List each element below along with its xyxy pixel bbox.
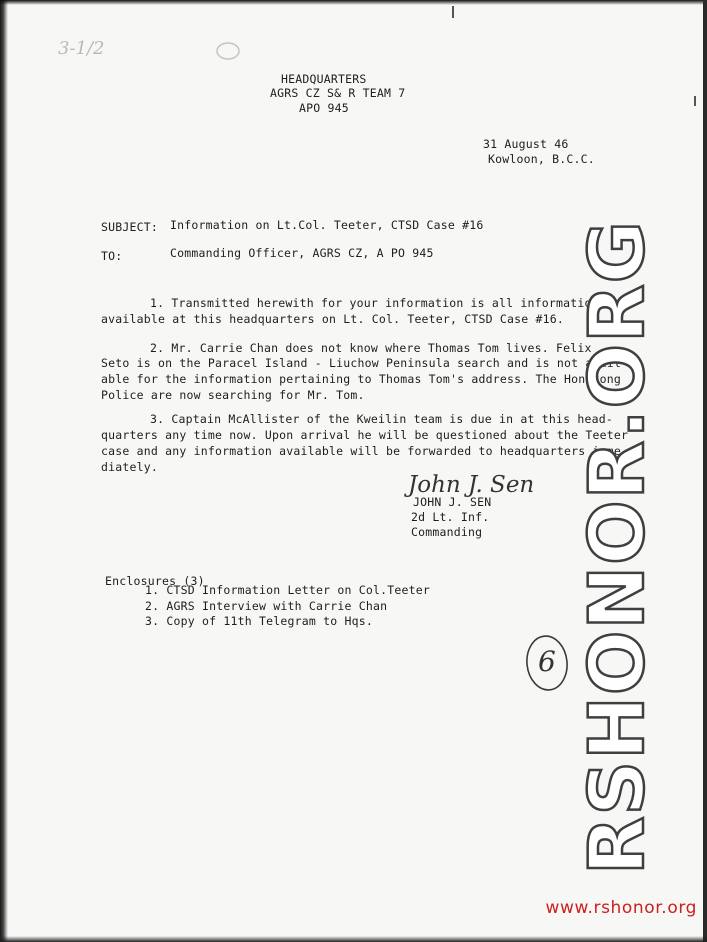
header-line-1: HEADQUARTERS [281, 72, 367, 86]
signature-name: JOHN J. SEN [413, 495, 492, 509]
paragraph-1-line-1: 1. Transmitted herewith for your information is all information [150, 296, 599, 310]
paragraph-3-line-2: quarters any time now. Upon arrival he will be questioned about the Teeter [101, 428, 629, 442]
watermark-url: www.rshonor.org [545, 898, 697, 918]
to-text: Commanding Officer, AGRS CZ, A PO 945 [170, 246, 434, 260]
signature-title: Commanding [411, 525, 483, 539]
to-label: TO: [101, 249, 123, 263]
date-line-2: Kowloon, B.C.C. [488, 152, 595, 166]
enclosures-heading: Enclosures (3) [105, 574, 205, 588]
subject-label: SUBJECT: [101, 220, 158, 234]
enclosure-item: 3. Copy of 11th Telegram to Hqs. [145, 614, 373, 628]
subject-text: Information on Lt.Col. Teeter, CTSD Case #16 [170, 218, 484, 232]
paragraph-1-line-2: available at this headquarters on Lt. Col. Teeter, CTSD Case #16. [101, 312, 565, 326]
scan-edge-bottom [0, 936, 707, 942]
paragraph-2-line-2: Seto is on the Paracel Island - Liuchow Peninsula search and is not avail- [101, 356, 629, 370]
handwritten-signature: John J. Sen [408, 472, 535, 498]
enclosure-item: 2. AGRS Interview with Carrie Chan [145, 599, 388, 613]
header-line-3: APO 945 [299, 101, 349, 115]
paragraph-3-line-3: case and any information available will be forwarded to headquarters imme- [101, 444, 629, 458]
scan-tick-mark-right [694, 96, 696, 106]
faint-circle-mark [214, 40, 244, 62]
watermark-text: RSHONOR.ORG [572, 220, 661, 875]
signature-rank: 2d Lt. Inf. [411, 510, 490, 524]
scan-edge-left [0, 0, 8, 942]
paragraph-2-line-1: 2. Mr. Carrie Chan does not know where Thomas Tom lives. Felix [150, 341, 592, 355]
scan-tick-mark [452, 6, 454, 18]
paragraph-3-line-4: diately. [101, 460, 158, 474]
paragraph-2-line-4: Police are now searching for Mr. Tom. [101, 388, 365, 402]
header-line-2: AGRS CZ S& R TEAM 7 [270, 86, 406, 100]
scan-edge-right [703, 0, 707, 942]
faint-annotation: 3-1/2 [58, 38, 105, 59]
date-line-1: 31 August 46 [483, 137, 569, 151]
enclosure-item: 1. CTSD Information Letter on Col.Teeter [145, 583, 430, 597]
paragraph-2-line-3: able for the information pertaining to Thomas Tom's address. The Hongkong [101, 372, 622, 386]
scan-edge-top [0, 0, 707, 5]
paragraph-3-line-1: 3. Captain McAllister of the Kweilin team is due in at this head- [150, 412, 614, 426]
page-number: 6 [538, 645, 556, 678]
